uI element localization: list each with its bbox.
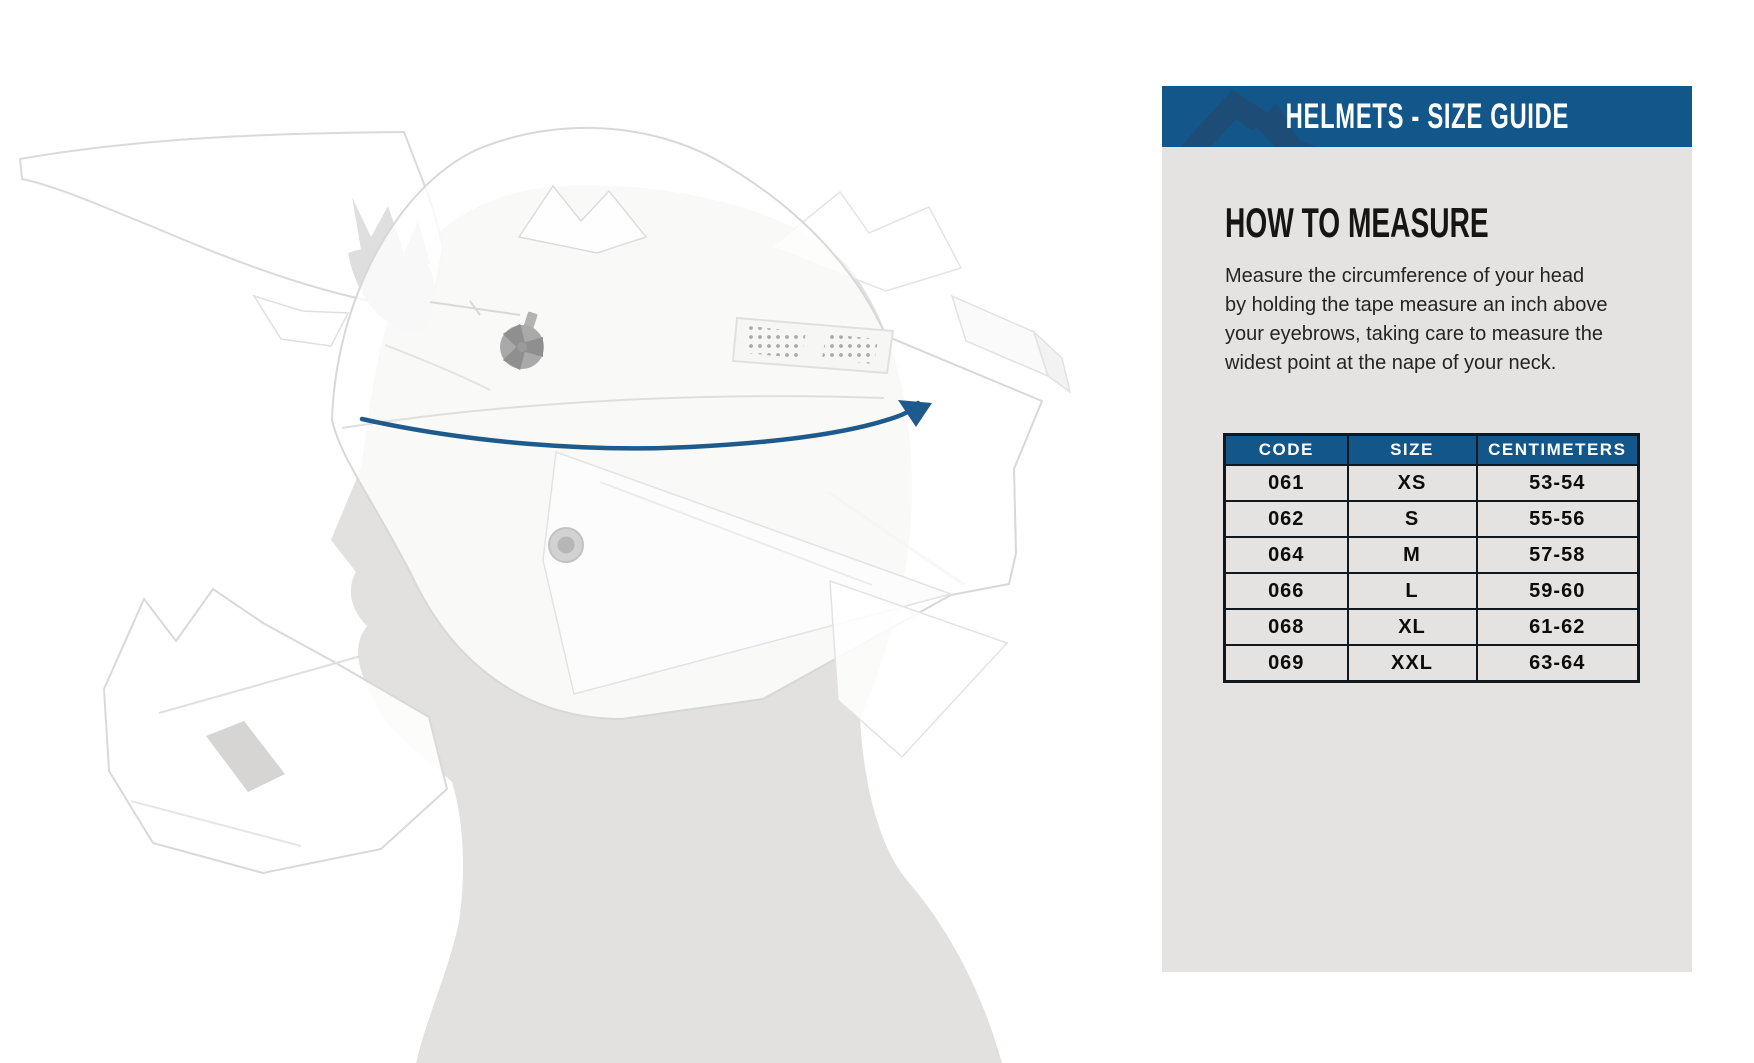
size-table-header-row — [1225, 435, 1639, 466]
cell-cm: 63-64 — [1477, 645, 1639, 682]
how-to-measure-text — [1225, 262, 1608, 378]
cell-code: 068 — [1225, 609, 1348, 645]
table-row — [1225, 537, 1639, 573]
panel-header-bar — [1162, 86, 1692, 147]
paragraph-line: Measure the circumference of your head — [1225, 265, 1585, 287]
paragraph-line: widest point at the nape of your neck. — [1225, 352, 1557, 374]
cell-size: L — [1348, 573, 1477, 609]
size-table — [1223, 433, 1640, 683]
cell-size: XS — [1348, 465, 1477, 501]
cell-cm: 59-60 — [1477, 573, 1639, 609]
cell-cm: 61-62 — [1477, 609, 1639, 645]
table-row — [1225, 573, 1639, 609]
cell-code: 062 — [1225, 501, 1348, 537]
table-row — [1225, 609, 1639, 645]
table-row — [1225, 645, 1639, 682]
paragraph-line: your eyebrows, taking care to measure the — [1225, 323, 1603, 345]
cell-code: 069 — [1225, 645, 1348, 682]
cell-cm: 55-56 — [1477, 501, 1639, 537]
cell-size: M — [1348, 537, 1477, 573]
rear-vent-mesh-right — [822, 334, 878, 364]
cell-size: S — [1348, 501, 1477, 537]
cell-code: 064 — [1225, 537, 1348, 573]
column-header-code: CODE — [1225, 435, 1348, 466]
page-title: HELMETS - SIZE GUIDE — [1285, 96, 1569, 136]
paragraph-line: by holding the tape measure an inch above — [1225, 294, 1608, 316]
cell-code: 066 — [1225, 573, 1348, 609]
cell-cm: 53-54 — [1477, 465, 1639, 501]
side-pod-vent-icon — [549, 528, 583, 562]
cell-cm: 57-58 — [1477, 537, 1639, 573]
goggle-strap — [952, 296, 1048, 376]
column-header-size: SIZE — [1348, 435, 1477, 466]
cell-size: XL — [1348, 609, 1477, 645]
column-header-centimeters: CENTIMETERS — [1477, 435, 1639, 466]
table-row — [1225, 501, 1639, 537]
peak-lower-spikes — [254, 296, 348, 346]
cell-code: 061 — [1225, 465, 1348, 501]
table-row — [1225, 465, 1639, 501]
how-to-measure-heading: HOW TO MEASURE — [1225, 199, 1489, 246]
cell-size: XXL — [1348, 645, 1477, 682]
